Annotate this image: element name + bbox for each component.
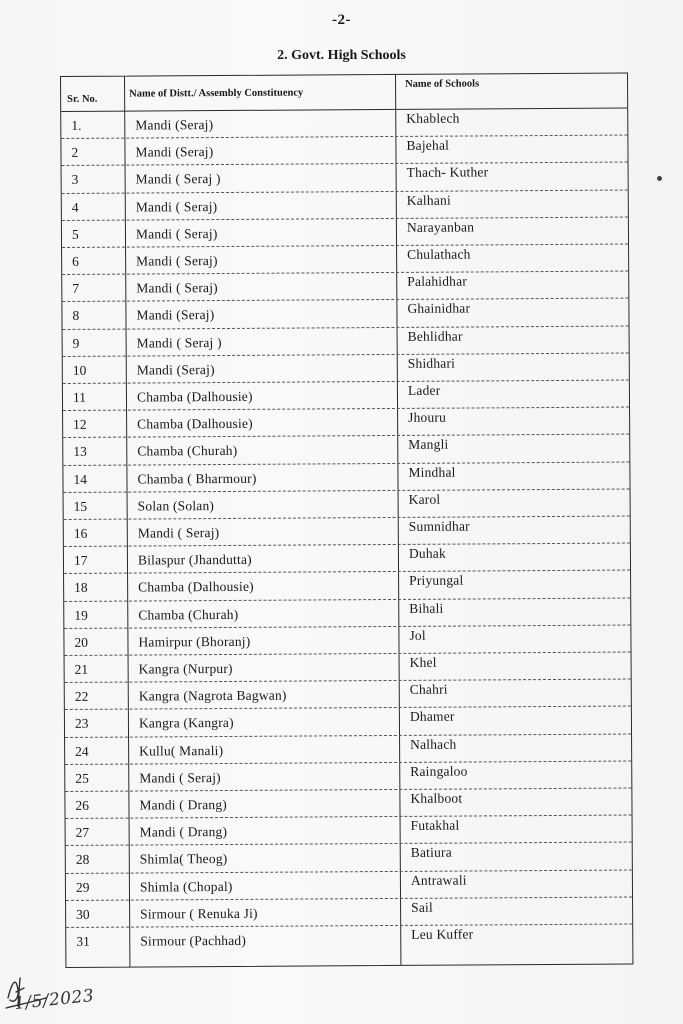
school-name-cell: Leu Kuffer [411,926,474,942]
school-name-cell: Thach- Kuther [406,164,489,181]
district-cell: Mandi (Seraj) [136,361,215,378]
sr-no-cell: 7 [72,281,80,297]
district-cell: Kullu( Manali) [139,742,224,759]
school-name-cell: Khalboot [410,790,463,806]
school-name-cell: Bajehal [406,137,450,154]
schools-table [60,73,633,968]
district-cell: Chamba (Churah) [137,443,238,459]
sr-no-cell: 6 [72,253,79,269]
page-number: -2- [332,12,351,28]
district-cell: Kangra (Kangra) [138,715,234,731]
header-school: Name of Schools [405,78,480,90]
district-cell: Mandi (Seraj) [135,117,214,133]
sr-no-cell: 23 [74,716,89,732]
district-cell: Mandi ( Seraj ) [135,171,221,187]
table-row [66,924,632,955]
sr-no-cell: 27 [75,825,90,841]
school-name-cell: Batiura [410,845,452,861]
ink-dot [657,176,662,181]
sr-no-cell: 9 [72,335,80,351]
signature-date: 1/5/2023 [13,985,96,1015]
district-cell: Mandi ( Seraj) [137,525,220,541]
school-name-cell: Mangli [408,437,449,453]
sr-no-cell: 25 [75,770,89,786]
school-name-cell: Lader [407,382,441,398]
school-name-cell: Sail [411,899,433,915]
district-cell: Kangra (Nurpur) [138,660,233,677]
sr-no-cell: 14 [73,471,88,487]
document-title: 2. Govt. High Schools [277,48,406,63]
district-cell: Sirmour (Pachhad) [140,932,247,949]
sr-no-cell: 8 [72,308,80,324]
sr-no-cell: 4 [71,199,79,215]
table-header [61,74,627,112]
school-name-cell: Bihali [409,600,444,616]
district-cell: Chamba (Churah) [138,606,239,623]
district-cell: Chamba ( Bharmour) [137,470,257,487]
school-name-cell: Futakhal [410,817,460,834]
school-name-cell: Sumnidhar [408,518,470,534]
district-cell: Shimla (Chopal) [139,878,233,895]
school-name-cell: Khablech [406,110,460,126]
sr-no-cell: 15 [73,498,88,514]
school-name-cell: Chahri [409,681,448,698]
school-name-cell: Palahidhar [407,273,468,290]
district-cell: Mandi ( Seraj) [139,769,221,786]
sr-no-cell: 12 [73,417,87,433]
school-name-cell: Behlidhar [407,328,463,344]
school-name-cell: Kalhani [406,192,451,208]
school-name-cell: Jhouru [408,409,447,426]
school-name-cell: Dhamer [409,708,455,725]
district-cell: Hamirpur (Bhoranj) [138,633,251,650]
district-cell: Mandi ( Drang) [139,824,228,840]
district-cell: Mandi ( Seraj) [136,280,218,296]
district-cell: Mandi (Seraj) [136,307,215,323]
sr-no-cell: 17 [73,553,88,569]
school-name-cell: Jol [409,627,426,643]
sr-no-cell: 3 [71,172,79,188]
school-name-cell: Karol [408,491,441,507]
sr-no-cell: 30 [76,906,90,922]
sr-no-cell: 31 [76,933,90,949]
school-name-cell: Khel [409,654,437,670]
sr-no-cell: 19 [74,607,88,623]
school-name-cell: Priyungal [409,572,464,589]
sr-no-cell: 1. [71,117,82,133]
district-cell: Mandi ( Drang) [139,796,228,813]
sr-no-cell: 28 [75,852,90,868]
sr-no-cell: 21 [74,661,89,677]
district-cell: Chamba (Dalhousie) [138,579,254,595]
district-cell: Sirmour ( Renuka Ji) [140,905,258,922]
sr-no-cell: 13 [73,444,87,460]
school-name-cell: Duhak [408,545,446,562]
school-name-cell: Mindhal [408,464,456,480]
school-name-cell: Nalhach [410,736,457,752]
school-name-cell: Shidhari [407,355,456,371]
district-cell: Mandi ( Seraj ) [136,334,222,351]
sr-no-cell: 11 [72,389,87,405]
sr-no-cell: 24 [75,743,89,759]
district-cell: Shimla( Theog) [139,851,228,867]
sr-no-cell: 16 [73,525,88,541]
sr-no-cell: 26 [75,797,90,813]
school-name-cell: Ghainidhar [407,300,471,317]
sr-no-cell: 29 [75,879,90,895]
district-cell: Solan (Solan) [137,497,215,514]
school-name-cell: Narayanban [406,219,475,235]
school-name-cell: Antrawali [410,872,467,888]
sr-no-cell: 20 [74,634,89,650]
school-name-cell: Chulathach [407,246,471,262]
sr-no-cell: 2 [71,145,79,161]
header-district: Name of Distt./ Assembly Constituency [129,87,304,100]
school-name-cell: Raingaloo [410,763,468,779]
district-cell: Bilaspur (Jhandutta) [137,552,252,568]
district-cell: Chamba (Dalhousie) [137,416,253,432]
sr-no-cell: 22 [74,689,89,705]
sr-no-cell: 5 [71,226,79,242]
sr-no-cell: 18 [74,580,88,596]
district-cell: Mandi ( Seraj) [135,198,218,215]
sr-no-cell: 10 [72,362,87,378]
district-cell: Kangra (Nagrota Bagwan) [138,687,287,704]
district-cell: Chamba (Dalhousie) [136,388,253,405]
district-cell: Mandi ( Seraj) [135,225,218,242]
district-cell: Mandi ( Seraj) [136,253,218,269]
district-cell: Mandi (Seraj) [135,144,214,160]
header-sr-no: Sr. No. [67,93,98,105]
